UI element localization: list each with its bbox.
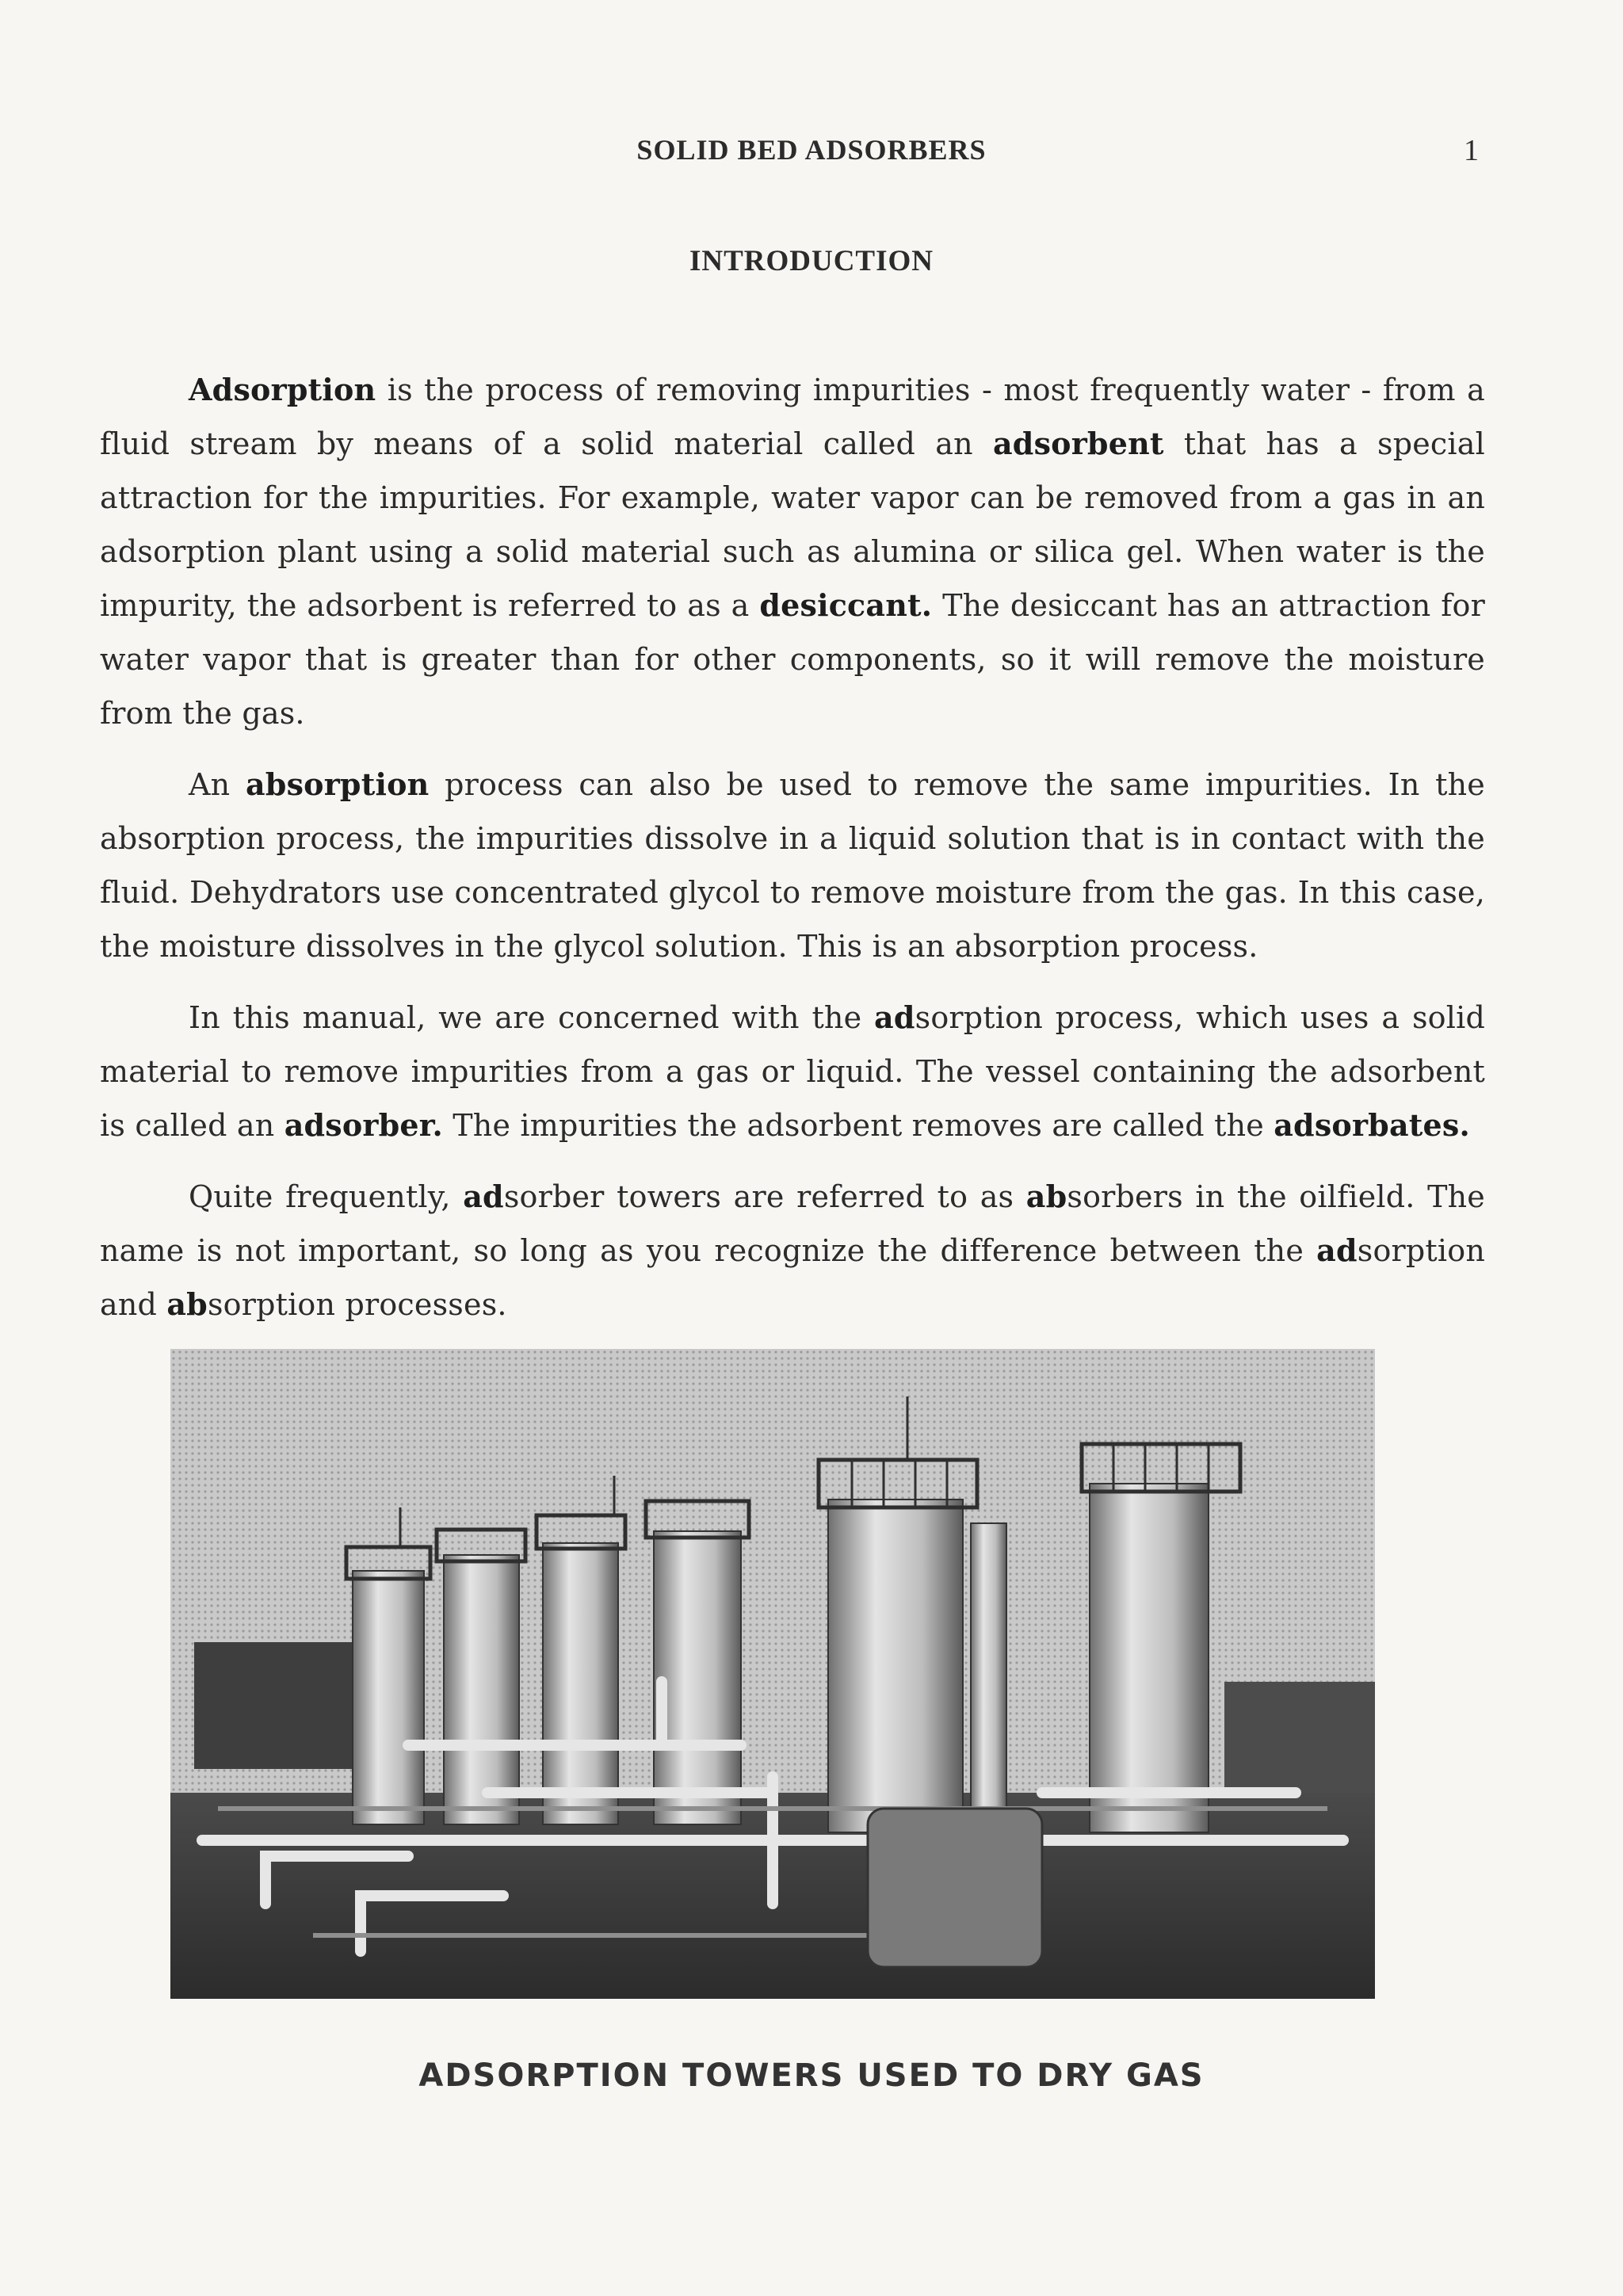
text-run: sorption processes.	[207, 1287, 507, 1322]
term-adsorbates: adsorbates.	[1274, 1107, 1470, 1143]
text-run: that has a special attraction for the impurities. For example, water vapor can be removed from a gas in an adsorption plant using a solid material such as alumina or silica gel. When water is the impurity, the adsorbent is referred to as a	[100, 426, 1485, 623]
text-run: An	[189, 767, 246, 802]
adsorption-towers-photo	[170, 1349, 1375, 1999]
page-number: 1	[1464, 134, 1479, 167]
running-title: SOLID BED ADSORBERS	[636, 134, 987, 166]
term-adsorbent: adsorbent	[992, 426, 1164, 461]
emphasis-ad: ad	[463, 1179, 504, 1214]
text-run: sorption process, which uses a solid material to remove impurities from a gas or liquid. The vessel containing the adsorbent is called an	[100, 1000, 1485, 1143]
page-header	[0, 133, 1623, 181]
text-run: sorbers in the oilfield. The name is not important, so long as you recognize the difference between the	[100, 1179, 1485, 1268]
body-text	[100, 363, 1485, 1349]
term-adsorption: Adsorption	[189, 372, 376, 407]
text-run: is the process of removing impurities - most frequently water - from a fluid stream by means of a solid material called an	[100, 372, 1485, 461]
emphasis-ad: ad	[1316, 1232, 1358, 1268]
text-run: process can also be used to remove the same impurities. In the absorption process, the impurities dissolve in a liquid solution that is in contact with the fluid. Dehydrators use concentrated glycol to remove moisture from the gas. In this case, the moisture dissolves in the glycol solution. This is an absorption process.	[100, 767, 1485, 964]
emphasis-ab: ab	[1025, 1179, 1067, 1214]
paragraph-2	[100, 758, 1485, 973]
term-desiccant: desiccant.	[759, 587, 933, 623]
emphasis-ad: ad	[874, 999, 915, 1035]
figure-caption: ADSORPTION TOWERS USED TO DRY GAS	[418, 2057, 1205, 2094]
plant-illustration	[170, 1349, 1375, 1999]
text-run: sorber towers are referred to as	[503, 1179, 1026, 1214]
text-run: sorption and	[100, 1233, 1485, 1322]
paragraph-4	[100, 1170, 1485, 1331]
term-absorption: absorption	[245, 766, 430, 802]
text-run: The impurities the adsorbent removes are called the	[442, 1108, 1274, 1143]
paragraph-1	[100, 363, 1485, 740]
text-run: The desiccant has an attraction for water vapor that is greater than for other components, so it will remove the moisture from the gas.	[100, 588, 1485, 731]
text-run: Quite frequently,	[189, 1179, 464, 1214]
paragraph-3	[100, 991, 1485, 1152]
text-run: In this manual, we are concerned with the	[189, 1000, 875, 1035]
emphasis-ab: ab	[166, 1286, 208, 1322]
section-title: INTRODUCTION	[689, 245, 934, 277]
term-adsorber: adsorber.	[284, 1107, 443, 1143]
